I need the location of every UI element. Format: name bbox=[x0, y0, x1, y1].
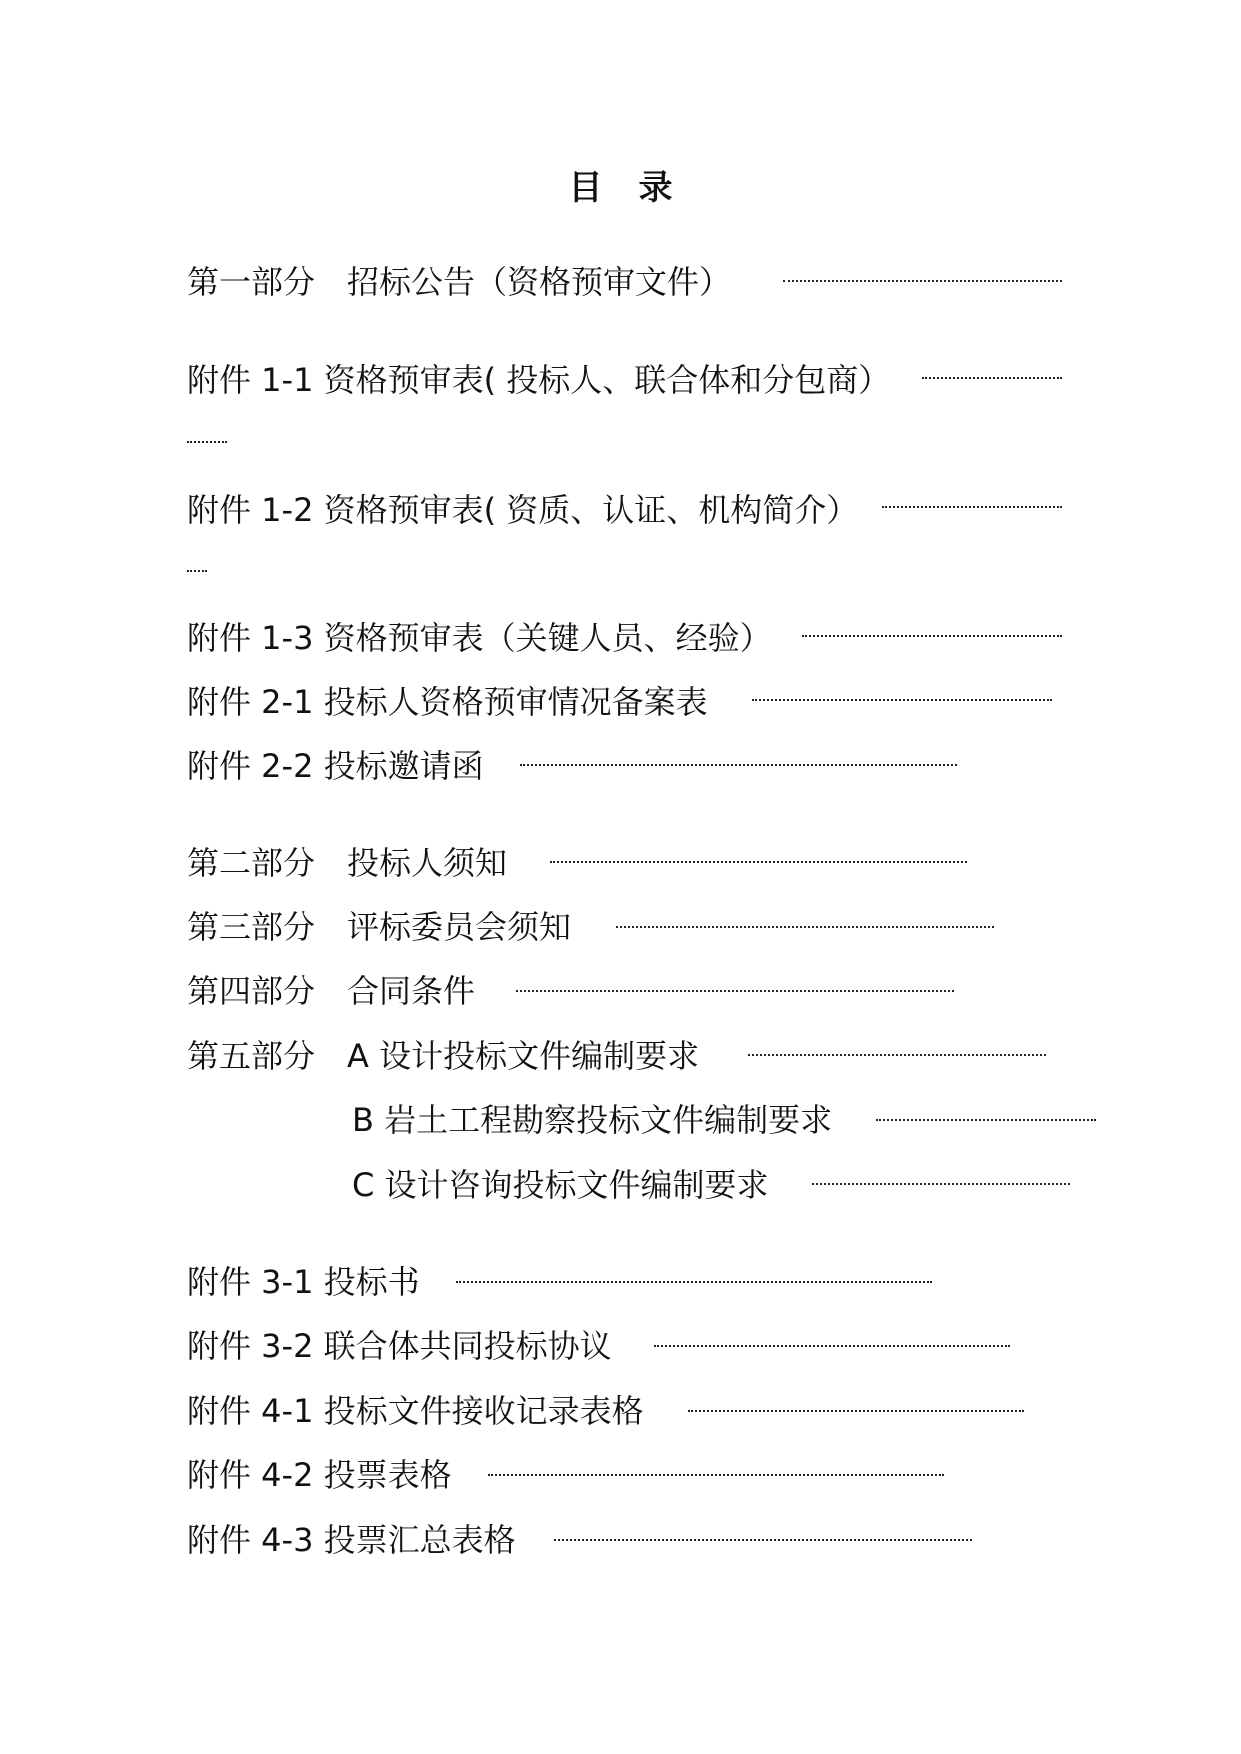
title-char-1: 目 bbox=[568, 168, 603, 208]
toc-leader bbox=[876, 1119, 1096, 1121]
toc-leader bbox=[516, 990, 954, 992]
toc-entry-annex-2-2: 附件 2-2 投标邀请函 bbox=[187, 747, 484, 785]
toc-entry-part-1: 第一部分 招标公告（资格预审文件） bbox=[187, 263, 732, 301]
toc-leader bbox=[456, 1281, 932, 1283]
toc-entry-annex-1-3: 附件 1-3 资格预审表（关键人员、经验） bbox=[187, 619, 772, 657]
toc-leader bbox=[783, 280, 1062, 282]
toc-leader bbox=[748, 1054, 1046, 1056]
toc-leader bbox=[616, 926, 994, 928]
toc-leader bbox=[488, 1474, 944, 1476]
toc-leader bbox=[520, 764, 957, 766]
toc-entry-part-5a: 第五部分 A 设计投标文件编制要求 bbox=[187, 1037, 700, 1075]
toc-leader bbox=[922, 377, 1062, 379]
toc-entry-annex-2-1: 附件 2-1 投标人资格预审情况备案表 bbox=[187, 683, 708, 721]
toc-entry-part-5c: C 设计咨询投标文件编制要求 bbox=[352, 1166, 769, 1204]
toc-leader-continuation bbox=[187, 441, 227, 443]
toc-entry-part-2: 第二部分 投标人须知 bbox=[187, 844, 508, 882]
toc-leader bbox=[812, 1183, 1070, 1185]
page-title bbox=[0, 160, 1241, 209]
toc-leader bbox=[550, 861, 967, 863]
toc-leader bbox=[688, 1410, 1024, 1412]
toc-entry-part-4: 第四部分 合同条件 bbox=[187, 972, 476, 1010]
toc-entry-annex-3-2: 附件 3-2 联合体共同投标协议 bbox=[187, 1327, 612, 1365]
toc-entry-annex-1-2: 附件 1-2 资格预审表( 资质、认证、机构简介） bbox=[187, 491, 859, 529]
toc-entry-part-5b: B 岩土工程勘察投标文件编制要求 bbox=[352, 1101, 833, 1139]
toc-leader bbox=[882, 506, 1062, 508]
toc-leader bbox=[654, 1345, 1010, 1347]
toc-entry-part-3: 第三部分 评标委员会须知 bbox=[187, 908, 572, 946]
toc-entry-annex-4-1: 附件 4-1 投标文件接收记录表格 bbox=[187, 1392, 644, 1430]
toc-leader-continuation bbox=[187, 570, 207, 572]
toc-leader bbox=[752, 699, 1052, 701]
toc-leader bbox=[554, 1539, 972, 1541]
toc-entry-annex-1-1: 附件 1-1 资格预审表( 投标人、联合体和分包商） bbox=[187, 361, 891, 399]
toc-leader bbox=[802, 635, 1062, 637]
title-char-2: 录 bbox=[638, 168, 673, 208]
toc-entry-annex-3-1: 附件 3-1 投标书 bbox=[187, 1263, 420, 1301]
toc-entry-annex-4-2: 附件 4-2 投票表格 bbox=[187, 1456, 452, 1494]
toc-entry-annex-4-3: 附件 4-3 投票汇总表格 bbox=[187, 1521, 516, 1559]
